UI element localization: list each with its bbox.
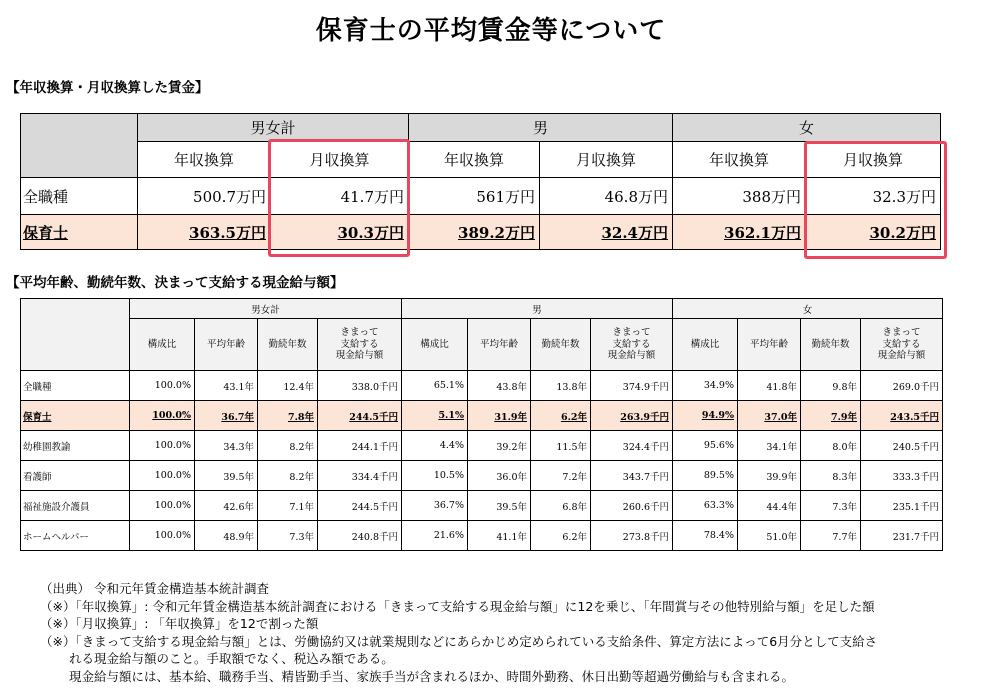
cell-value: 43.1年 xyxy=(195,371,258,401)
col-header-annual: 年収換算 xyxy=(409,142,540,178)
cell-value: 244.5千円 xyxy=(318,491,402,521)
cell-value: 11.5年 xyxy=(531,431,591,461)
cell-value: 7.8年 xyxy=(258,401,318,431)
cell-value: 100.0% xyxy=(130,401,195,431)
age-tenure-pay-table xyxy=(20,298,943,551)
cell-value: 34.9% xyxy=(673,371,738,401)
note-definition-cont2: 現金給与額には、基本給、職務手当、精皆勤手当、家族手当が含まれるほか、時間外勤務、休日出勤等超過労働給与も含まれる。 xyxy=(40,668,794,684)
cell-value: 63.3% xyxy=(673,491,738,521)
cell-value: 273.8千円 xyxy=(591,521,673,551)
table-corner xyxy=(21,114,138,178)
cell-value: 51.0年 xyxy=(738,521,801,551)
table-row-highlighted xyxy=(21,215,941,250)
cell-value: 41.1年 xyxy=(468,521,531,551)
cell-value: 36.7年 xyxy=(195,401,258,431)
cell-value: 39.2年 xyxy=(468,431,531,461)
cell-value: 37.0年 xyxy=(738,401,801,431)
cell-value: 34.1年 xyxy=(738,431,801,461)
col-header-monthly: 月収換算 xyxy=(806,142,941,178)
cell-value: 7.3年 xyxy=(801,491,861,521)
cell-value: 100.0% xyxy=(130,371,195,401)
cell-value: 10.5% xyxy=(402,461,468,491)
table-row xyxy=(21,491,943,521)
row-label: 保育士 xyxy=(21,215,138,250)
cell-value: 343.7千円 xyxy=(591,461,673,491)
note-source: （出典） 令和元年賃金構造基本統計調査 xyxy=(40,581,269,596)
note-definition-cont: れる現金給与額のこと。手取額でなく、税込み額である。 xyxy=(40,651,394,666)
cell-value: 100.0% xyxy=(130,431,195,461)
group-header-total: 男女計 xyxy=(130,299,402,319)
table-row xyxy=(21,461,943,491)
row-label: 看護師 xyxy=(21,461,130,491)
col-header: 平均年齢 xyxy=(468,319,531,371)
cell-value: 48.9年 xyxy=(195,521,258,551)
col-header: 構成比 xyxy=(673,319,738,371)
table-row xyxy=(21,178,941,215)
row-label: ホームヘルパー xyxy=(21,521,130,551)
cell-value: 240.5千円 xyxy=(861,431,943,461)
group-header-male: 男 xyxy=(409,114,673,142)
table-row-highlighted xyxy=(21,401,943,431)
cell-value: 39.5年 xyxy=(195,461,258,491)
note-monthly: （※）「月収換算」: 「年収換算」を12で割った額 xyxy=(40,616,319,631)
cell-value: 89.5% xyxy=(673,461,738,491)
section1-heading: 【年収換算・月収換算した賃金】 xyxy=(6,80,209,96)
cell-value: 44.4年 xyxy=(738,491,801,521)
cell-value: 8.2年 xyxy=(258,431,318,461)
cell-value: 7.2年 xyxy=(531,461,591,491)
cell-value: 7.9年 xyxy=(801,401,861,431)
cell-value: 7.3年 xyxy=(258,521,318,551)
cell-value: 6.2年 xyxy=(531,401,591,431)
cell-value: 6.8年 xyxy=(531,491,591,521)
cell-value: 36.7% xyxy=(402,491,468,521)
col-header-annual: 年収換算 xyxy=(138,142,271,178)
cell-value: 5.1% xyxy=(402,401,468,431)
col-header: きまって 支給する 現金給与額 xyxy=(591,319,673,371)
cell-value: 30.3万円 xyxy=(271,215,409,250)
col-header-monthly: 月収換算 xyxy=(271,142,409,178)
cell-value: 7.7年 xyxy=(801,521,861,551)
cell-value: 39.9年 xyxy=(738,461,801,491)
table-row xyxy=(21,431,943,461)
col-header: 勤続年数 xyxy=(531,319,591,371)
note-definition: （※）「きまって支給する現金給与額」とは、労働協約又は就業規則などにあらかじめ定められている支給条件、算定方法によって6月分として支給さ xyxy=(40,633,878,649)
col-header: 勤続年数 xyxy=(258,319,318,371)
table-row xyxy=(21,521,943,551)
cell-value: 41.8年 xyxy=(738,371,801,401)
row-label: 福祉施設介護員 xyxy=(21,491,130,521)
cell-value: 13.8年 xyxy=(531,371,591,401)
table-row xyxy=(21,371,943,401)
cell-value: 41.7万円 xyxy=(271,178,409,215)
table-corner xyxy=(21,299,130,371)
notes xyxy=(40,580,877,685)
cell-value: 324.4千円 xyxy=(591,431,673,461)
cell-value: 500.7万円 xyxy=(138,178,271,215)
col-header-annual: 年収換算 xyxy=(673,142,806,178)
cell-value: 100.0% xyxy=(130,521,195,551)
cell-value: 244.1千円 xyxy=(318,431,402,461)
section2-heading: 【平均年齢、勤続年数、決まって支給する現金給与額】 xyxy=(6,275,344,291)
row-label: 全職種 xyxy=(21,371,130,401)
col-header: 平均年齢 xyxy=(195,319,258,371)
cell-value: 34.3年 xyxy=(195,431,258,461)
cell-value: 389.2万円 xyxy=(409,215,540,250)
cell-value: 334.4千円 xyxy=(318,461,402,491)
cell-value: 7.1年 xyxy=(258,491,318,521)
group-header-female: 女 xyxy=(673,299,943,319)
cell-value: 6.2年 xyxy=(531,521,591,551)
cell-value: 46.8万円 xyxy=(540,178,673,215)
cell-value: 43.8年 xyxy=(468,371,531,401)
group-header-total: 男女計 xyxy=(138,114,409,142)
cell-value: 65.1% xyxy=(402,371,468,401)
cell-value: 243.5千円 xyxy=(861,401,943,431)
cell-value: 235.1千円 xyxy=(861,491,943,521)
cell-value: 78.4% xyxy=(673,521,738,551)
cell-value: 388万円 xyxy=(673,178,806,215)
cell-value: 231.7千円 xyxy=(861,521,943,551)
annual-monthly-wage-table xyxy=(20,113,941,250)
highlight-box-total-monthly xyxy=(268,139,410,257)
cell-value: 362.1万円 xyxy=(673,215,806,250)
cell-value: 244.5千円 xyxy=(318,401,402,431)
group-header-male: 男 xyxy=(402,299,673,319)
note-annual: （※）「年収換算」: 令和元年賃金構造基本統計調査における「きまって支給する現金給与額」に12を乗じ、「年間賞与その他特別給与額」を足した額 xyxy=(40,598,875,614)
cell-value: 42.6年 xyxy=(195,491,258,521)
col-header: 勤続年数 xyxy=(801,319,861,371)
cell-value: 100.0% xyxy=(130,461,195,491)
col-header: 平均年齢 xyxy=(738,319,801,371)
cell-value: 95.6% xyxy=(673,431,738,461)
cell-value: 12.4年 xyxy=(258,371,318,401)
cell-value: 8.3年 xyxy=(801,461,861,491)
cell-value: 338.0千円 xyxy=(318,371,402,401)
cell-value: 260.6千円 xyxy=(591,491,673,521)
cell-value: 240.8千円 xyxy=(318,521,402,551)
cell-value: 100.0% xyxy=(130,491,195,521)
cell-value: 9.8年 xyxy=(801,371,861,401)
row-label: 保育士 xyxy=(21,401,130,431)
cell-value: 94.9% xyxy=(673,401,738,431)
cell-value: 36.0年 xyxy=(468,461,531,491)
row-label: 全職種 xyxy=(21,178,138,215)
cell-value: 363.5万円 xyxy=(138,215,271,250)
cell-value: 8.0年 xyxy=(801,431,861,461)
page-title: 保育士の平均賃金等について xyxy=(315,16,667,46)
cell-value: 8.2年 xyxy=(258,461,318,491)
cell-value: 31.9年 xyxy=(468,401,531,431)
row-label: 幼稚園教諭 xyxy=(21,431,130,461)
cell-value: 39.5年 xyxy=(468,491,531,521)
col-header: きまって 支給する 現金給与額 xyxy=(861,319,943,371)
group-header-female: 女 xyxy=(673,114,941,142)
col-header: 構成比 xyxy=(130,319,195,371)
cell-value: 21.6% xyxy=(402,521,468,551)
cell-value: 269.0千円 xyxy=(861,371,943,401)
col-header-monthly: 月収換算 xyxy=(540,142,673,178)
col-header: 構成比 xyxy=(402,319,468,371)
cell-value: 333.3千円 xyxy=(861,461,943,491)
cell-value: 561万円 xyxy=(409,178,540,215)
cell-value: 374.9千円 xyxy=(591,371,673,401)
cell-value: 32.4万円 xyxy=(540,215,673,250)
col-header: きまって 支給する 現金給与額 xyxy=(318,319,402,371)
cell-value: 32.3万円 xyxy=(806,178,941,215)
cell-value: 4.4% xyxy=(402,431,468,461)
highlight-box-female-monthly xyxy=(804,141,947,259)
cell-value: 30.2万円 xyxy=(806,215,941,250)
cell-value: 263.9千円 xyxy=(591,401,673,431)
